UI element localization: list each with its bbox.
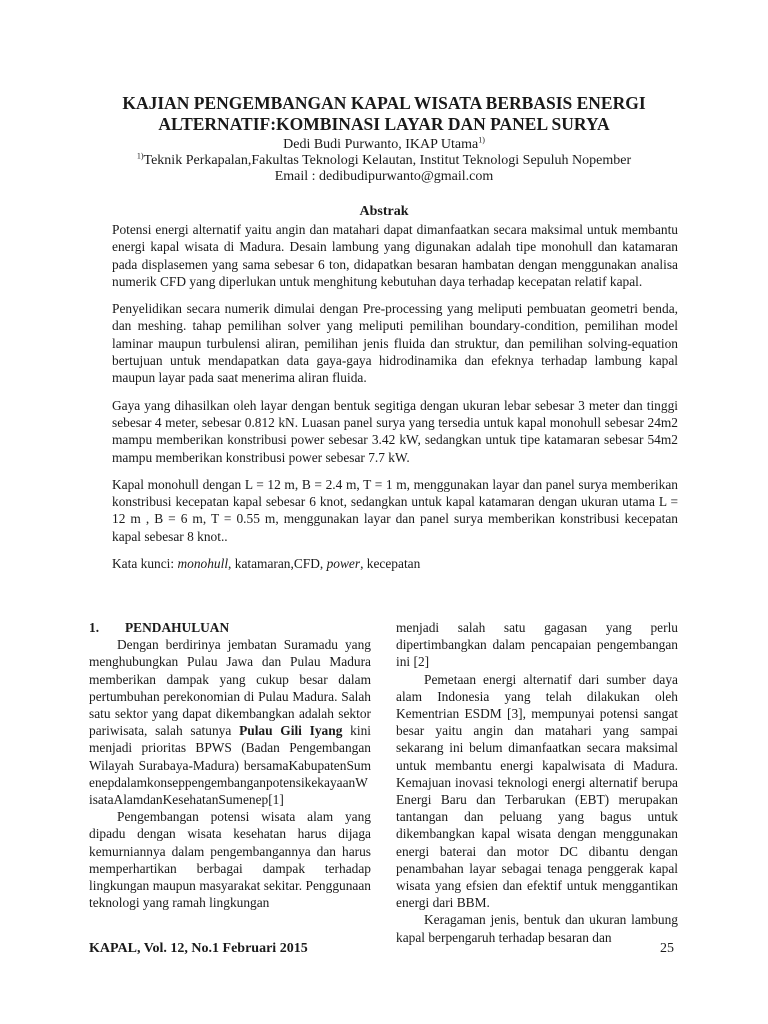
keyword-monohull: monohull [177, 556, 229, 572]
keywords-label: Kata kunci: [112, 556, 178, 572]
keywords-separator-1: , katamaran,CFD, [228, 556, 327, 572]
intro-paragraph-2-continued: menjadi salah satu gagasan yang perlu dipertimbangkan dalam pencapaian pengembangan ini [2] [396, 620, 678, 670]
title-line-1: KAJIAN PENGEMBANGAN KAPAL WISATA BERBASIS ENERGI [122, 93, 646, 113]
keyword-power: power [326, 556, 361, 572]
left-column [89, 619, 371, 911]
intro-paragraph-1 [89, 636, 371, 808]
abstract-paragraph-3: Gaya yang dihasilkan oleh layar dengan bentuk segitiga dengan ukuran lebar sebesar 3 meter dan tinggi sebesar 4 meter, sebesar 0.812 kN. Luasan panel surya yang tersedia untuk kapal monohull sebesar 24m2 mampu memberikan konstribusi power sebesar 3.42 kW, sedangkan untuk tipe katamaran sebesar 54m2 mampu memberikan konstribusi power sebesar 7.7 kW. [112, 397, 678, 465]
authors [60, 136, 708, 153]
abstract-heading: Abstrak [359, 204, 409, 219]
abstract-paragraph-1: Potensi energi alternatif yaitu angin dan matahari dapat dimanfaatkan secara maksimal untuk membantu energi kapal wisata di Madura. Desain lambung yang digunakan adalah tipe monohull dan katamaran pada displasemen yang sama sebesar 6 ton, didapatkan besaran hambatan dengan menggunakan analisa numerik CFD yang diperlukan untuk menghitung kebutuhan daya terhadap kecepatan relatif kapal. [112, 222, 678, 289]
intro-paragraph-3: Pemetaan energi alternatif dari sumber daya alam Indonesia yang telah dilakukan oleh Kementrian ESDM [3], mempunyai potensi sangat besar yaitu angin dan matahari yang sampai sekarang ini belum dimanfaatkan secara maksimal untuk membantu energi kapalwisata di Madura. Kemajuan inovasi teknologi energi alternatif berupa Energi Baru dan Terbarukan (EBT) merupakan tantangan dan peluang yang bagus untuk dikembangkan kapal wisata dengan menggunakan energi baterai dan motor DC dibantu dengan penambahan layar sebagai tenaga penggerak kapal wisata yang efsien dan efektif untuk menggantikan energi dari BBM. [396, 671, 678, 911]
title-line-2: ALTERNATIF:KOMBINASI LAYAR DAN PANEL SURYA [158, 114, 610, 134]
page-number: 25 [660, 941, 674, 956]
author-superscript: 1) [478, 135, 485, 145]
affiliation [60, 152, 708, 169]
intro-paragraph-1-text-b: kini menjadi prioritas BPWS (Badan Pengembangan Wilayah Surabaya-Madura) [89, 723, 371, 773]
section-heading [89, 619, 371, 636]
intro-paragraph-1-text-a: Dengan berdirinya jembatan Suramadu yang menghubungkan Pulau Jawa dan Pulau Madura memberikan dampak yang cukup besar dalam pertumbuhan perekonomian di Pulau Madura. Salah satu sektor yang dapat dikembangkan adalah sektor pariwisata, salah satunya [89, 637, 371, 739]
author-email: Email : dedibudipurwanto@gmail.com [274, 169, 494, 184]
author-names: Dedi Budi Purwanto, IKAP Utama [283, 137, 479, 152]
intro-paragraph-2: Pengembangan potensi wisata alam yang dipadu dengan wisata kesehatan harus dijaga kemurniannya dalam pengembangannya dan harus memperhartikan berbagai dampak terhadap lingkungan maupun masyarakat sekitar. Penggunaan teknologi yang ramah lingkungan [89, 809, 371, 911]
right-column [396, 619, 678, 946]
affiliation-text: Teknik Perkapalan,Fakultas Teknologi Kelautan, Institut Teknologi Sepuluh Nopember [143, 153, 632, 168]
paper-title [60, 93, 708, 135]
intro-paragraph-4: Keragaman jenis, bentuk dan ukuran lambung kapal berpengaruh terhadap besaran dan [396, 912, 678, 945]
section-number: 1. [89, 620, 100, 635]
keywords [112, 555, 678, 572]
abstract [112, 221, 678, 582]
intro-paragraph-1-text-c: bersamaKabupatenSumenepdalamkonseppengembanganpotensikekayaanWisataAlamdanKesehatanSumenep[1] [89, 757, 371, 808]
journal-footer: KAPAL, Vol. 12, No.1 Februari 2015 [89, 941, 308, 956]
abstract-paragraph-4: Kapal monohull dengan L = 12 m, B = 2.4 m, T = 1 m, menggunakan layar dan panel surya memberikan konstribusi kecepatan kapal sebesar 6 knot, sedangkan untuk kapal katamaran dengan ukuran utama L = 12 m , B = 6 m, T = 0.55 m, menggunakan layar dan panel surya memberikan konstribusi kecepatan kapal sebesar 8 knot.. [112, 476, 678, 544]
keywords-separator-2: , kecepatan [360, 556, 421, 572]
intro-bold-place: Pulau Gili Iyang [239, 723, 343, 739]
affiliation-superscript: 1) [136, 151, 144, 161]
section-title: PENDAHULUAN [125, 620, 230, 635]
abstract-paragraph-2: Penyelidikan secara numerik dimulai dengan Pre-processing yang meliputi pembuatan geometri benda, dan meshing. tahap pemilihan solver yang meliputi pemilihan boundary-condition, pemilihan model laminar maupun turbulensi aliran, pemilihan jenis fluida dan struktur, dan pemilihan solving-equation bertujuan untuk mendapatkan data gaya-gaya hidrodinamika dan efeknya terhadap lambung kapal maupun layar pada saat menerima aliran fluida. [112, 301, 678, 386]
